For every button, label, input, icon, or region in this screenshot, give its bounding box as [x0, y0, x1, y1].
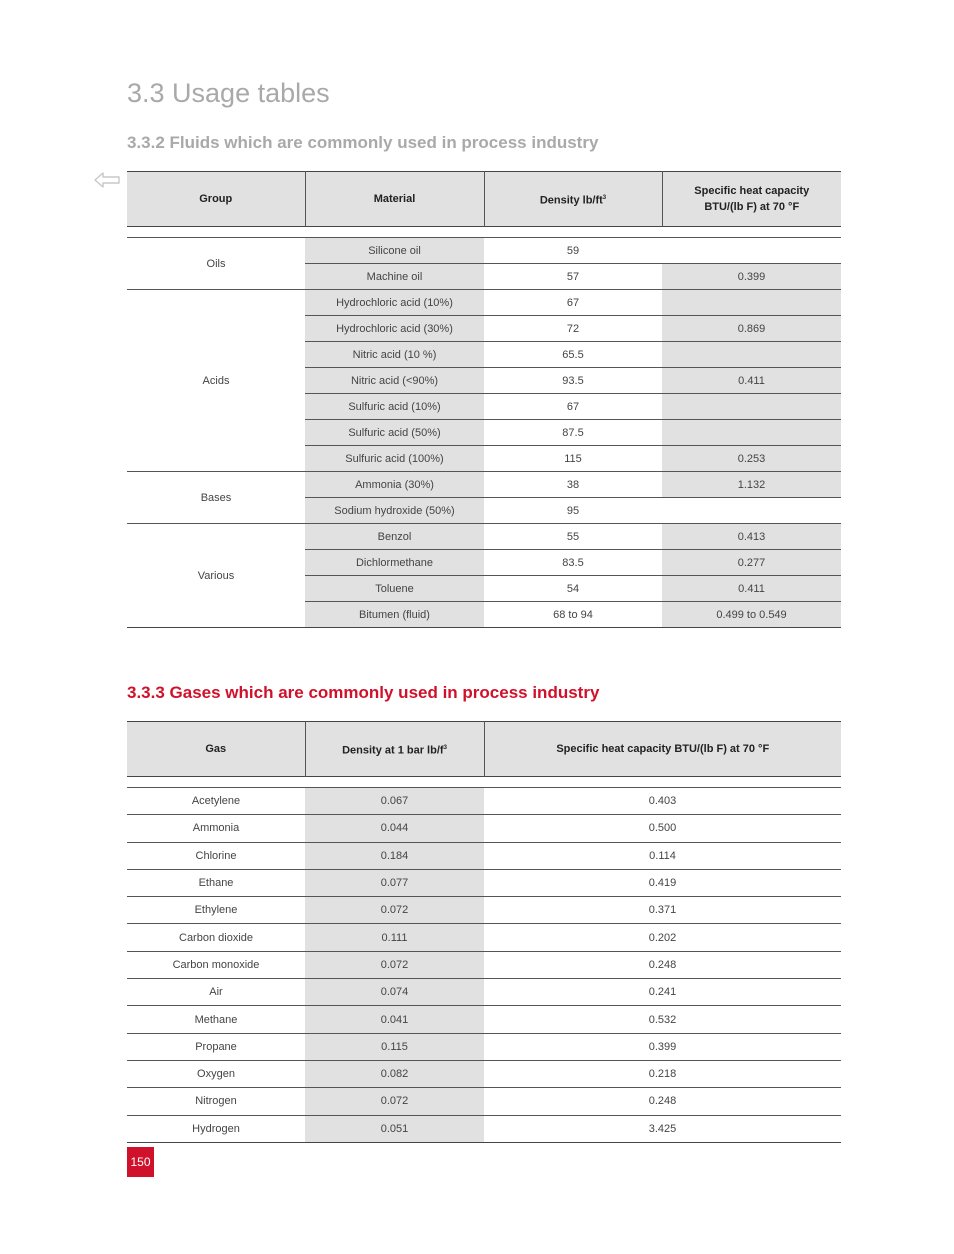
heat-header-line-1: Specific heat capacity: [694, 185, 810, 197]
material-cell: Hydrochloric acid (30%): [305, 316, 484, 342]
heat-capacity-cell: 0.277: [662, 550, 841, 576]
heat-capacity-cell: [662, 238, 841, 264]
gas-density-cell: 0.077: [305, 869, 484, 896]
gas-heat-capacity-cell: 0.403: [484, 788, 841, 815]
gas-heat-capacity-cell: 0.248: [484, 1088, 841, 1115]
density-cell: 115: [484, 446, 662, 472]
gas-density-cell: 0.074: [305, 979, 484, 1006]
heat-capacity-cell: 0.413: [662, 524, 841, 550]
heat-capacity-cell: 0.253: [662, 446, 841, 472]
table-row: [127, 979, 841, 1006]
material-cell: Benzol: [305, 524, 484, 550]
heat-capacity-cell: [662, 290, 841, 316]
gas-name-cell: Hydrogen: [127, 1115, 305, 1142]
heat-capacity-cell: [662, 342, 841, 368]
gas-heat-capacity-cell: 3.425: [484, 1115, 841, 1142]
density-cell: 68 to 94: [484, 602, 662, 628]
gas-density-header-label: Density at 1 bar lb/f: [342, 744, 444, 757]
density-cell: 93.5: [484, 368, 662, 394]
density-cell: 65.5: [484, 342, 662, 368]
heat-capacity-cell: 0.411: [662, 368, 841, 394]
table-row: [127, 869, 841, 896]
material-cell: Ammonia (30%): [305, 472, 484, 498]
fluids-header-row: [127, 172, 841, 227]
material-cell: Nitric acid (<90%): [305, 368, 484, 394]
gases-table: [127, 721, 841, 1143]
gas-density-cell: 0.051: [305, 1115, 484, 1142]
heat-capacity-cell: 0.399: [662, 264, 841, 290]
group-cell: Oils: [127, 238, 305, 290]
material-cell: Silicone oil: [305, 238, 484, 264]
material-cell: Nitric acid (10 %): [305, 342, 484, 368]
heat-capacity-cell: [662, 394, 841, 420]
gases-header-row: [127, 722, 841, 777]
table-row: [127, 1006, 841, 1033]
heat-header-line-2: BTU/(lb F) at 70 °F: [704, 201, 800, 213]
back-arrow-icon[interactable]: [92, 168, 122, 192]
gas-name-cell: Nitrogen: [127, 1088, 305, 1115]
gas-density-cell: 0.067: [305, 788, 484, 815]
gas-name-cell: Carbon monoxide: [127, 951, 305, 978]
gas-name-cell: Carbon dioxide: [127, 924, 305, 951]
table-row: [127, 1033, 841, 1060]
table-row: [127, 951, 841, 978]
gas-name-cell: Chlorine: [127, 842, 305, 869]
gas-heat-capacity-cell: 0.218: [484, 1060, 841, 1087]
heat-capacity-cell: [662, 420, 841, 446]
heat-capacity-cell: [662, 498, 841, 524]
density-column-header: [484, 172, 662, 227]
table-row: [127, 290, 841, 316]
gas-density-cell: 0.072: [305, 951, 484, 978]
fluids-section-heading: 3.3.2 Fluids which are commonly used in process industry: [127, 133, 599, 152]
table-row: [127, 897, 841, 924]
gas-density-header-exponent: 3: [443, 744, 447, 751]
gas-heat-capacity-cell: 0.532: [484, 1006, 841, 1033]
table-row: [127, 238, 841, 264]
table-row: [127, 788, 841, 815]
gas-density-cell: 0.082: [305, 1060, 484, 1087]
page-title: 3.3 Usage tables: [127, 78, 330, 108]
material-column-header: Material: [305, 172, 484, 227]
gas-name-cell: Ethane: [127, 869, 305, 896]
gas-heat-capacity-cell: 0.241: [484, 979, 841, 1006]
density-cell: 67: [484, 394, 662, 420]
group-cell: Acids: [127, 290, 305, 472]
table-row: [127, 1115, 841, 1142]
gas-heat-capacity-cell: 0.371: [484, 897, 841, 924]
gas-density-cell: 0.115: [305, 1033, 484, 1060]
density-cell: 83.5: [484, 550, 662, 576]
material-cell: Dichlormethane: [305, 550, 484, 576]
density-cell: 67: [484, 290, 662, 316]
gas-density-cell: 0.044: [305, 815, 484, 842]
group-column-header: Group: [127, 172, 305, 227]
density-cell: 59: [484, 238, 662, 264]
gases-section-heading: 3.3.3 Gases which are commonly used in process industry: [127, 683, 600, 702]
gas-heat-capacity-cell: 0.399: [484, 1033, 841, 1060]
table-row: [127, 1088, 841, 1115]
material-cell: Bitumen (fluid): [305, 602, 484, 628]
density-cell: 57: [484, 264, 662, 290]
gas-density-cell: 0.184: [305, 842, 484, 869]
gas-density-cell: 0.041: [305, 1006, 484, 1033]
material-cell: Sulfuric acid (100%): [305, 446, 484, 472]
heat-capacity-cell: 0.411: [662, 576, 841, 602]
heat-capacity-cell: 1.132: [662, 472, 841, 498]
material-cell: Sulfuric acid (10%): [305, 394, 484, 420]
density-header-label: Density lb/ft: [539, 194, 603, 207]
table-row: [127, 524, 841, 550]
gas-heat-capacity-cell: 0.419: [484, 869, 841, 896]
material-cell: Hydrochloric acid (10%): [305, 290, 484, 316]
table-row: [127, 842, 841, 869]
fluids-table: [127, 171, 841, 628]
group-cell: Bases: [127, 472, 305, 524]
gas-name-cell: Ammonia: [127, 815, 305, 842]
gas-density-column-header: [305, 722, 484, 777]
group-cell: Various: [127, 524, 305, 628]
table-row: [127, 472, 841, 498]
gas-name-cell: Acetylene: [127, 788, 305, 815]
gas-heat-capacity-cell: 0.248: [484, 951, 841, 978]
density-cell: 72: [484, 316, 662, 342]
heat-capacity-column-header: [662, 172, 841, 227]
page-number-badge: 150: [127, 1147, 154, 1177]
gas-name-cell: Ethylene: [127, 897, 305, 924]
gas-density-cell: 0.072: [305, 1088, 484, 1115]
heat-capacity-cell: 0.499 to 0.549: [662, 602, 841, 628]
gas-name-cell: Methane: [127, 1006, 305, 1033]
table-row: [127, 1060, 841, 1087]
density-cell: 54: [484, 576, 662, 602]
material-cell: Machine oil: [305, 264, 484, 290]
material-cell: Sulfuric acid (50%): [305, 420, 484, 446]
material-cell: Toluene: [305, 576, 484, 602]
material-cell: Sodium hydroxide (50%): [305, 498, 484, 524]
density-cell: 38: [484, 472, 662, 498]
gas-density-cell: 0.111: [305, 924, 484, 951]
gas-density-cell: 0.072: [305, 897, 484, 924]
density-header-exponent: 3: [602, 194, 607, 201]
gas-heat-capacity-cell: 0.202: [484, 924, 841, 951]
gas-column-header: Gas: [127, 722, 305, 777]
heat-capacity-cell: 0.869: [662, 316, 841, 342]
gas-name-cell: Oxygen: [127, 1060, 305, 1087]
density-cell: 95: [484, 498, 662, 524]
gas-name-cell: Propane: [127, 1033, 305, 1060]
gas-heat-capacity-cell: 0.500: [484, 815, 841, 842]
gas-heat-capacity-cell: 0.114: [484, 842, 841, 869]
table-row: [127, 924, 841, 951]
gas-name-cell: Air: [127, 979, 305, 1006]
gas-heat-capacity-column-header: Specific heat capacity BTU/(lb F) at 70 °F: [484, 722, 841, 777]
density-cell: 55: [484, 524, 662, 550]
density-cell: 87.5: [484, 420, 662, 446]
table-row: [127, 815, 841, 842]
